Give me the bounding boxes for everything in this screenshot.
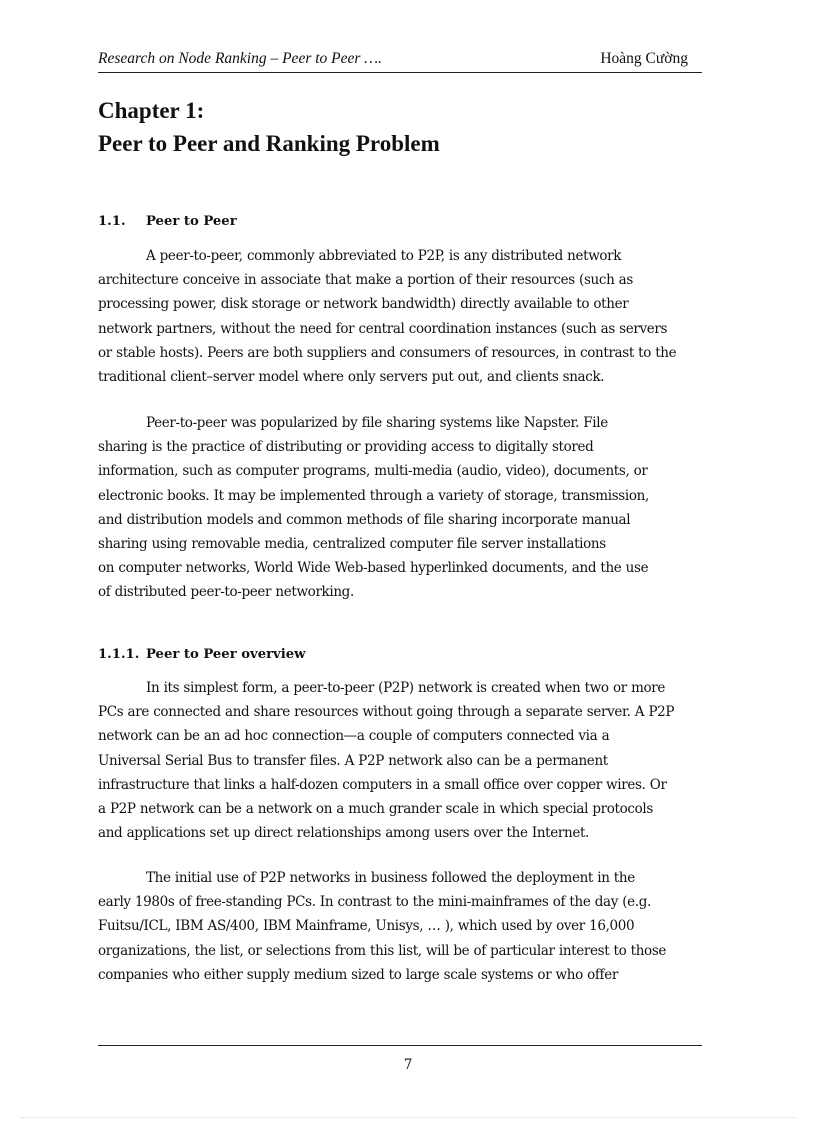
- paragraph-line: Fuitsu/ICL, IBM AS/400, IBM Mainframe, Unisys, … ), which used by over 16,000: [98, 918, 635, 935]
- page-header: [98, 48, 702, 73]
- paragraph-line: processing power, disk storage or network bandwidth) directly available to other: [98, 296, 629, 313]
- paragraph-line: early 1980s of free-standing PCs. In contrast to the mini-mainframes of the day (e.g.: [98, 894, 651, 911]
- paragraph-line: information, such as computer programs, multi-media (audio, video), documents, or: [98, 463, 648, 480]
- page-bottom-edge: [20, 1117, 796, 1118]
- paragraph-line: infrastructure that links a half-dozen computers in a small office over copper wires. Or: [98, 776, 667, 793]
- paragraph-line: organizations, the list, or selections from this list, will be of particular interest to those: [98, 942, 667, 959]
- section-number: 1.1.: [98, 214, 126, 229]
- paragraph-line: on computer networks, World Wide Web-based hyperlinked documents, and the use: [98, 560, 649, 577]
- paragraph-p2p-business-use: [98, 866, 716, 987]
- section-number: 1.1.1.: [98, 647, 140, 662]
- paragraph-file-sharing: [98, 411, 716, 605]
- chapter-title: Peer to Peer and Ranking Problem: [98, 131, 440, 156]
- page-number: 7: [403, 1057, 413, 1073]
- section-heading-1-1-1: [98, 647, 305, 662]
- paragraph-line: and distribution models and common methods of file sharing incorporate manual: [98, 511, 631, 528]
- chapter-heading: [98, 94, 440, 160]
- paragraph-line: sharing using removable media, centralized computer file server installations: [98, 536, 606, 553]
- paragraph-p2p-overview: [98, 676, 716, 845]
- paragraph-line: architecture conceive in associate that make a portion of their resources (such as: [98, 272, 633, 289]
- paragraph-line: or stable hosts). Peers are both suppliers and consumers of resources, in contrast to the: [98, 344, 677, 361]
- paragraph-line: Peer-to-peer was popularized by file sharing systems like Napster. File: [146, 415, 608, 431]
- paragraph-line: a P2P network can be a network on a much grander scale in which special protocols: [98, 801, 653, 818]
- paragraph-line: network partners, without the need for central coordination instances (such as servers: [98, 320, 668, 337]
- paragraph-p2p-definition: [98, 244, 716, 389]
- chapter-number: Chapter 1:: [98, 98, 205, 123]
- section-title: Peer to Peer overview: [146, 647, 306, 662]
- paragraph-line: and applications set up direct relationships among users over the Internet.: [98, 825, 589, 842]
- paragraph-line: of distributed peer-to-peer networking.: [98, 584, 354, 601]
- paragraph-line: network can be an ad hoc connection—a couple of computers connected via a: [98, 728, 610, 745]
- paragraph-line: PCs are connected and share resources without going through a separate server. A P2P: [98, 704, 675, 721]
- header-document-title: Research on Node Ranking – Peer to Peer ….: [98, 50, 382, 67]
- section-heading-1-1: [98, 214, 237, 229]
- paragraph-line: A peer-to-peer, commonly abbreviated to P2P, is any distributed network: [146, 248, 622, 264]
- paragraph-line: sharing is the practice of distributing or providing access to digitally stored: [98, 439, 594, 456]
- paragraph-line: In its simplest form, a peer-to-peer (P2P) network is created when two or more: [146, 680, 666, 696]
- paragraph-line: The initial use of P2P networks in business followed the deployment in the: [146, 870, 635, 886]
- header-author: Hoàng Cường: [600, 50, 688, 67]
- paragraph-line: Universal Serial Bus to transfer files. A P2P network also can be a permanent: [98, 752, 608, 769]
- paragraph-line: companies who either supply medium sized to large scale systems or who offer: [98, 966, 618, 983]
- section-title: Peer to Peer: [146, 214, 237, 229]
- paragraph-line: electronic books. It may be implemented through a variety of storage, transmission,: [98, 487, 649, 504]
- paragraph-line: traditional client–server model where only servers put out, and clients snack.: [98, 369, 605, 386]
- footer-divider: [98, 1045, 702, 1046]
